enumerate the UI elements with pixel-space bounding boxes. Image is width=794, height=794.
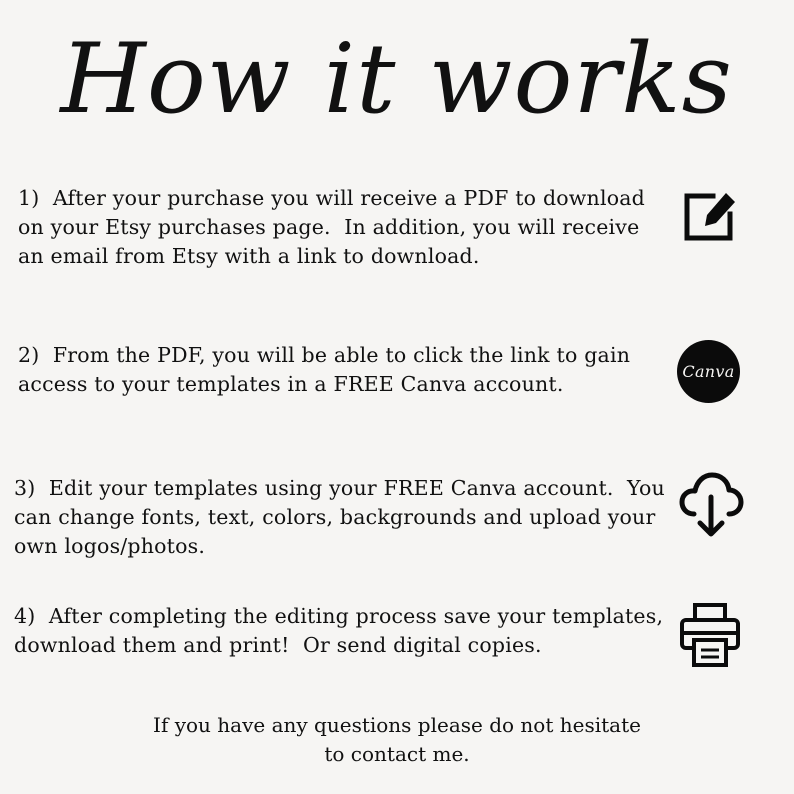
step-3-text: 3) Edit your templates using your FREE Canva account. You can change fonts, text, colors, backgrounds and upload your own logos/photos. — [14, 476, 672, 558]
contact-note — [0, 711, 794, 769]
page-title — [0, 4, 794, 154]
page-title-text: How it works — [60, 23, 734, 135]
printer-icon — [678, 600, 742, 668]
step-1-text: 1) After your purchase you will receive a PDF to download on your Etsy purchases page. In addition, you will receive an email from Etsy with a link to download. — [18, 186, 652, 268]
contact-note-line-2: to contact me. — [324, 742, 470, 766]
canva-logo-text: Canva — [682, 362, 735, 381]
cloud-download-icon — [678, 470, 744, 540]
contact-note-line-1: If you have any questions please do not hesitate — [153, 713, 641, 737]
canva-logo — [677, 340, 740, 403]
step-4-text: 4) After completing the editing process save your templates, download them and print! Or send digital copies. — [14, 604, 670, 657]
edit-icon — [678, 184, 740, 246]
step-2-text: 2) From the PDF, you will be able to click the link to gain access to your templates in a FREE Canva account. — [18, 343, 637, 396]
